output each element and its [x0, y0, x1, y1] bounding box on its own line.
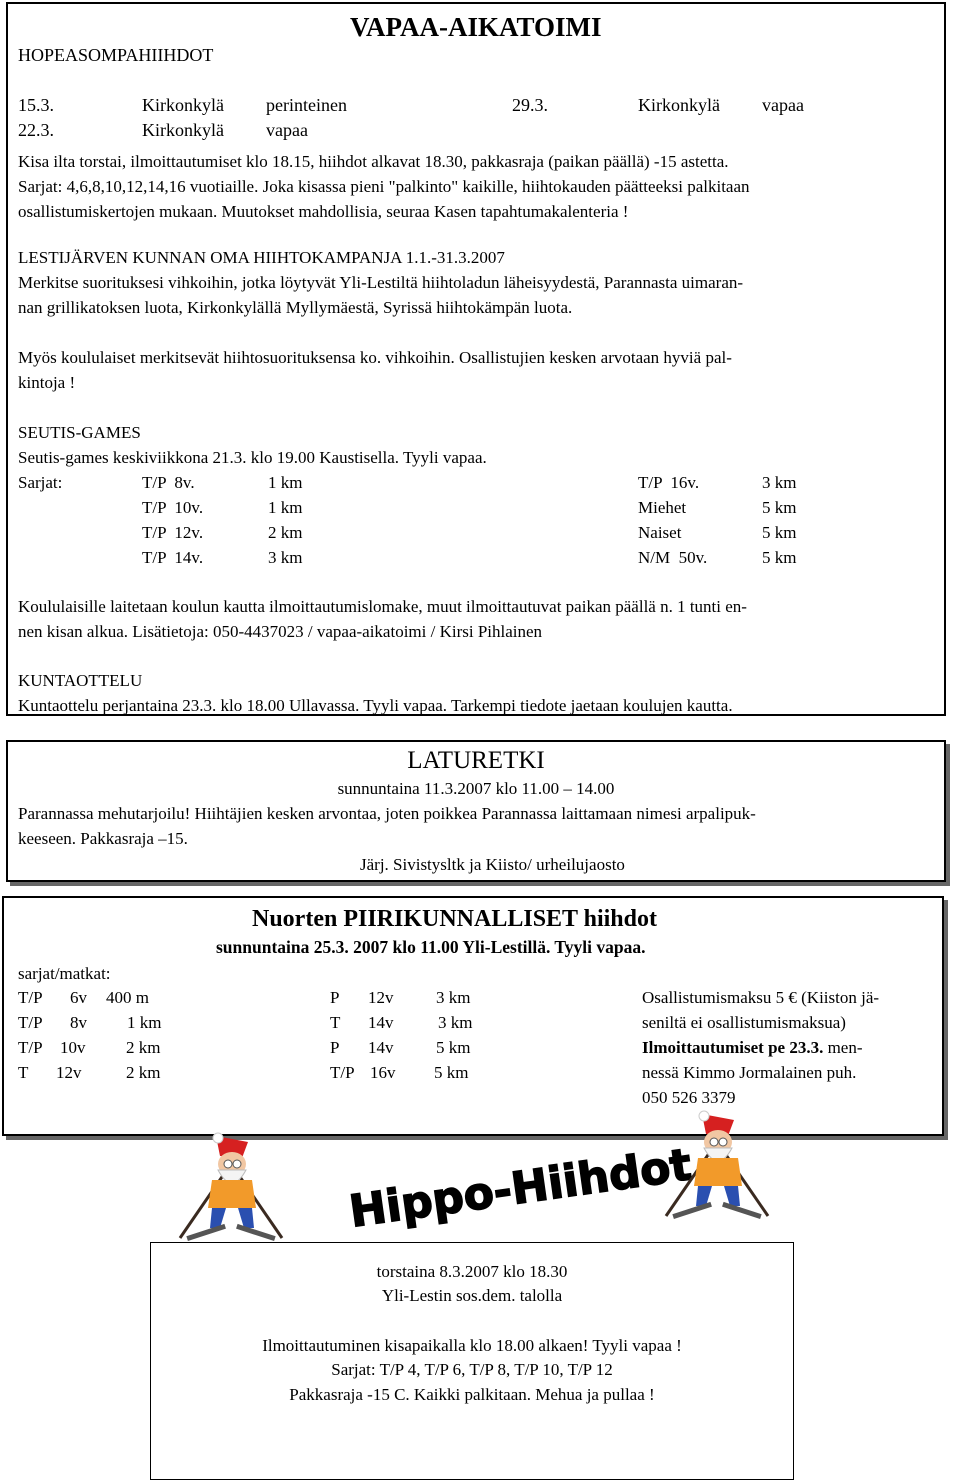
distance: 3 km — [436, 988, 471, 1007]
class: T/P 14v. — [142, 548, 204, 567]
distance: 3 km — [438, 1013, 473, 1032]
age: 10v — [60, 1038, 86, 1057]
table-row — [18, 1010, 161, 1035]
kuntaottelu-info: Kuntaottelu perjantaina 23.3. klo 18.00 Ullavassa. Tyyli vapaa. Tarkempi tiedote jaetaan koulujen kautta. — [18, 696, 733, 715]
class: T/P — [330, 1063, 355, 1082]
style: vapaa — [266, 120, 308, 140]
table-row — [330, 1060, 472, 1085]
age: 16v — [370, 1063, 396, 1082]
box2-title: LATURETKI — [407, 747, 545, 774]
campaign-line-2: nan grillikatoksen luota, Kirkonkylällä Myllymäestä, Syrissä hiihtokämpän luota. — [18, 298, 573, 317]
distance: 5 km — [762, 548, 797, 567]
distance: 2 km — [268, 523, 303, 542]
table-row — [142, 520, 302, 545]
logo-text: Hippo-Hiihdot — [346, 1139, 695, 1238]
class: T/P 10v. — [142, 498, 204, 517]
class: T/P 8v. — [142, 473, 195, 492]
distance: 3 km — [762, 473, 797, 492]
distance: 5 km — [436, 1038, 471, 1057]
school-line-2: nen kisan alkua. Lisätietoja: 050-4437023 / vapaa-aikatoimi / Kirsi Pihlainen — [18, 622, 543, 641]
table-row — [638, 520, 796, 545]
class: Naiset — [638, 523, 682, 542]
age: 14v — [368, 1013, 394, 1032]
table-row — [18, 985, 161, 1010]
class: Miehet — [638, 498, 687, 517]
registration-line-1 — [642, 1035, 863, 1060]
date: 15.3. — [18, 95, 54, 115]
class: T/P 16v. — [638, 473, 700, 492]
registration-line-2: nessä Kimmo Jormalainen puh. — [642, 1063, 857, 1082]
seutis-label: Sarjat: — [18, 473, 63, 492]
registration-rest: men- — [823, 1038, 863, 1057]
distance: 1 km — [268, 498, 303, 517]
sarjat-label: sarjat/matkat: — [18, 964, 111, 983]
students-line-1: Myös koululaiset merkitsevät hiihtosuorituksensa ko. vihkoihin. Osallistujien kesken arvotaan hyviä pal- — [18, 348, 732, 367]
table-row — [142, 470, 302, 495]
distance: 3 km — [268, 548, 303, 567]
table-row — [18, 1060, 161, 1085]
info-line-3: osallistumiskertojen mukaan. Muutokset mahdollisia, seuraa Kasen tapahtumakalenteria ! — [18, 202, 629, 221]
style: vapaa — [762, 95, 804, 115]
fee-line-2: seniltä ei osallistumismaksua) — [642, 1013, 846, 1032]
skier-mascot-left — [176, 1134, 286, 1242]
hippo-notes: Pakkasraja -15 C. Kaikki palkitaan. Mehua ja pullaa ! — [289, 1385, 655, 1404]
table-row — [330, 985, 472, 1010]
distance: 1 km — [127, 1013, 162, 1032]
class: P — [330, 988, 340, 1007]
distance: 400 m — [106, 988, 149, 1007]
table-row — [330, 1010, 472, 1035]
campaign-line-1: Merkitse suorituksesi vihkoihin, jotka löytyvät Yli-Lestiltä hiihtoladun läheisyydestä, Parannasta uimaran- — [18, 273, 744, 292]
distance: 2 km — [126, 1063, 161, 1082]
distance: 5 km — [762, 523, 797, 542]
date-row-2 — [18, 117, 308, 143]
class: T — [330, 1013, 341, 1032]
place: Kirkonkylä — [142, 120, 224, 140]
class: P — [330, 1038, 340, 1057]
date: 29.3. — [512, 95, 548, 115]
hippo-registration: Ilmoittautuminen kisapaikalla klo 18.00 alkaen! Tyyli vapaa ! — [262, 1336, 682, 1355]
table-row — [638, 545, 796, 570]
table-row — [18, 1035, 161, 1060]
age: 8v — [70, 1013, 87, 1032]
distance: 5 km — [762, 498, 797, 517]
table-row — [638, 495, 796, 520]
fee-line-1: Osallistumismaksu 5 € (Kiiston jä- — [642, 988, 880, 1007]
age: 12v — [56, 1063, 82, 1082]
laturetki-line-2: keeseen. Pakkasraja –15. — [18, 829, 188, 848]
table-row — [142, 495, 302, 520]
place: Kirkonkylä — [638, 95, 720, 115]
table-row — [142, 545, 302, 570]
date: 22.3. — [18, 120, 54, 140]
table-row — [330, 1035, 472, 1060]
box1-title: VAPAA-AIKATOIMI — [350, 12, 602, 42]
hippo-classes: Sarjat: T/P 4, T/P 6, T/P 8, T/P 10, T/P 12 — [331, 1360, 613, 1379]
hippo-date: torstaina 8.3.2007 klo 18.30 — [376, 1262, 568, 1281]
school-line-1: Koululaisille laitetaan koulun kautta ilmoittautumislomake, muut ilmoittautuvat paikan päällä n. 1 tunti en- — [18, 597, 747, 616]
campaign-title: LESTIJÄRVEN KUNNAN OMA HIIHTOKAMPANJA 1.1.-31.3.2007 — [18, 248, 505, 267]
age: 6v — [70, 988, 87, 1007]
age: 14v — [368, 1038, 394, 1057]
info-line-1: Kisa ilta torstai, ilmoittautumiset klo 18.15, hiihdot alkavat 18.30, pakkasraja (paikan päällä) -15 astetta. — [18, 152, 729, 171]
seutis-left-table — [142, 470, 302, 570]
piiri-col-1 — [18, 985, 161, 1085]
seutis-info: Seutis-games keskiviikkona 21.3. klo 19.00 Kaustisella. Tyyli vapaa. — [18, 448, 487, 467]
date-row-1 — [18, 92, 347, 118]
info-line-2: Sarjat: 4,6,8,10,12,14,16 vuotiaille. Joka kisassa pieni "palkinto" kaikille, hiihtokauden päätteeksi palkitaan — [18, 177, 750, 196]
seutis-title: SEUTIS-GAMES — [18, 423, 141, 442]
piiri-col-2 — [330, 985, 472, 1085]
class: N/M 50v. — [638, 548, 708, 567]
style: perinteinen — [266, 95, 347, 115]
age: 12v — [368, 988, 394, 1007]
date-row-3 — [512, 92, 804, 118]
class: T/P — [18, 988, 43, 1007]
box3-subtitle: sunnuntaina 25.3. 2007 klo 11.00 Yli-Lestillä. Tyyli vapaa. — [216, 937, 646, 957]
hippo-hiihdot-logo — [330, 1130, 695, 1238]
laturetki-organizer: Järj. Sivistysltk ja Kiisto/ urheilujaosto — [360, 855, 625, 874]
registration-bold: Ilmoittautumiset pe 23.3. — [642, 1038, 824, 1057]
laturetki-date: sunnuntaina 11.3.2007 klo 11.00 – 14.00 — [337, 779, 615, 798]
distance: 2 km — [126, 1038, 161, 1057]
distance: 5 km — [434, 1063, 469, 1082]
registration-phone: 050 526 3379 — [642, 1088, 736, 1107]
kuntaottelu-title: KUNTAOTTELU — [18, 671, 143, 690]
series-title: HOPEASOMPAHIIHDOT — [18, 45, 214, 65]
class: T — [18, 1063, 29, 1082]
table-row — [638, 470, 796, 495]
class: T/P 12v. — [142, 523, 204, 542]
laturetki-line-1: Parannassa mehutarjoilu! Hiihtäjien kesken arvontaa, joten poikkea Parannassa laittamaan nimesi arpalipuk- — [18, 804, 756, 823]
box3-title: Nuorten PIIRIKUNNALLISET hiihdot — [252, 906, 657, 932]
skier-mascot-right — [662, 1112, 772, 1220]
distance: 1 km — [268, 473, 303, 492]
students-line-2: kintoja ! — [18, 373, 76, 392]
place: Kirkonkylä — [142, 95, 224, 115]
class: T/P — [18, 1038, 43, 1057]
hippo-place: Yli-Lestin sos.dem. talolla — [381, 1286, 563, 1305]
seutis-right-table — [638, 470, 796, 570]
class: T/P — [18, 1013, 43, 1032]
